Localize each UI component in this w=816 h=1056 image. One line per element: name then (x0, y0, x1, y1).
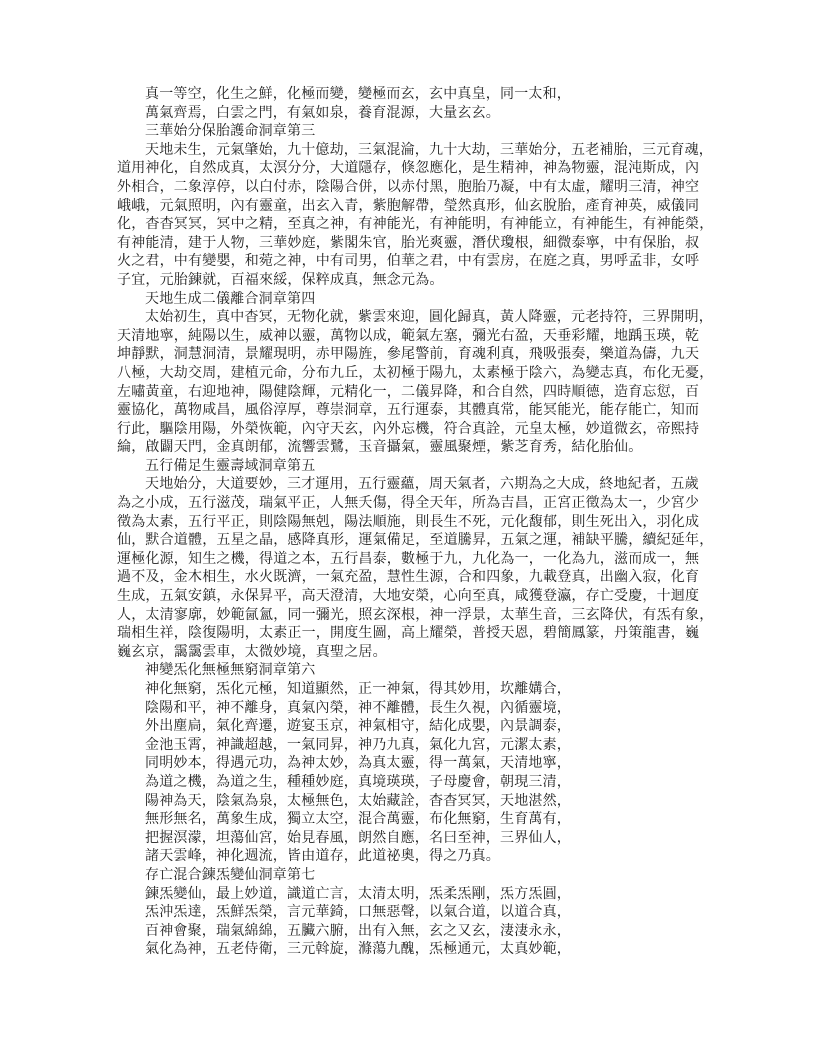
text-line: 神化無窮，炁化元極，知道顯然，正一神氣，得其妙用，坎離媾合， (145, 682, 571, 697)
chapter-heading: 神變炁化無極無窮洞章第六 (145, 663, 316, 679)
text-line: 為道之機，為道之生，種種妙庭，真境瑛瑛，子母慶會，朝現三清， (145, 774, 571, 790)
text-line: 百神會聚，瑞氣綿綿，五臟六腑，出有入無，玄之又玄，淒淒永永， (145, 923, 571, 939)
text-line: 炁沖炁達，炁鮮炁榮，言元華錡，口無惡聲，以氣合道，以道合真， (145, 905, 571, 921)
text-line: 天地未生，元氣肇始，九十億劫，三氣混淪，九十大劫，三華始分，五老補胎，三元育魂， (145, 142, 713, 158)
text-line: 化，杳杳冥冥，冥中之精，至真之神，有神能光，有神能明，有神能立，有神能生，有神能榮， (117, 217, 714, 233)
text-line: 八極，大劫交周，建植元命，分布九丘，太初極于陽九，太素極于陰六，為變志真，布化无憂， (117, 365, 714, 381)
text-line: 外出塵扃，氣化齊遷，遊宴玉京，神氣相守，結化成嬰，內景調泰， (145, 719, 571, 735)
text-line: 巍玄京，靄靄雲車，太微妙境，真聖之居。 (117, 644, 387, 660)
scripture-text-block (117, 86, 714, 960)
text-line: 無形無名，萬象生成，獨立太空，混合萬靈，布化無窮，生育萬有， (145, 812, 571, 828)
text-line: 行此，驅陰用陽，外榮恢範，內守天玄，內外忘機，符合真詮，元皇太極，妙道微玄，帝熙持 (117, 421, 700, 437)
chapter-heading: 五行備足生靈壽域洞章第五 (145, 458, 316, 474)
text-line: 真一等空，化生之鮮，化極而變，變極而玄，玄中真皇，同一太和， (145, 87, 571, 102)
text-line: 為之小成，五行滋茂，瑞氣平正，人無夭傷，得全天年，所為吉昌，正宮正徵為太一，少宮少 (117, 496, 700, 512)
text-line: 子宜，元胎鍊就，百福來綏，保粹成真，無念元為。 (117, 272, 444, 288)
text-line: 天地始分，大道要妙，三才運用，五行靈蘊，周天氣者，六期為之大成，終地紀者，五歲 (145, 477, 699, 493)
text-line: 氣化為神，五老侍衛，三元斡旋，滌蕩九醜，炁極通元，太真妙範， (145, 942, 571, 958)
text-line: 運極化源，知生之機，得道之本，五行昌泰，數極于九，九化為一，一化為九，滋而成一，無 (117, 551, 700, 567)
chapter-heading: 存亡混合鍊炁變仙洞章第七 (145, 867, 316, 883)
text-line: 天清地寧，純陽以生，威神以靈，萬物以成，範氣左塞，彌光右盈，天垂彩耀，地踽玉瑛，乾 (117, 328, 700, 344)
text-line: 過不及，金木相生，水火既濟，一氣充盈，慧性生源，合和四象，九載登真，出幽入寂，化育 (117, 570, 700, 586)
text-line: 把握溟濛，坦蕩仙宮，始見春風，朗然自應，名曰至神，三界仙人， (145, 830, 571, 846)
text-line: 有神能清，建于人物，三華妙庭，紫閣朱官，胎光爽靈，潛伏瓊根，細微泰寧，中有保胎，叔 (117, 235, 700, 251)
text-line: 外相合，二象淳停，以白付赤，陰陽合併，以赤付黑，胞胎乃凝，中有太虛，耀明三清，神空 (117, 179, 700, 195)
text-line: 陽神為天，陰氣為泉，太極無色，太始藏詮，杳杳冥冥，天地湛然， (145, 793, 571, 809)
chapter-heading: 天地生成二儀離合洞章第四 (145, 291, 316, 307)
text-line: 金池玉霄，神識超越，一氣同昇，神乃九真，氣化九宮，元潔太素， (145, 737, 571, 753)
text-line: 徵為太素，五行平正，則陰陽無剋，陽法順施，則長生不死，元化馥郁，則生死出入，羽化成 (117, 514, 700, 530)
text-line: 萬氣齊焉，白雲之門，有氣如泉，養育混源，大量玄玄。 (145, 105, 500, 121)
chapter-heading: 三華始分保胎護命洞章第三 (145, 124, 316, 140)
text-line: 靈協化，萬物咸昌，風俗淳厚，尊崇洞章，五行運泰，其體真常，能冥能光，能存能亡，知而 (117, 403, 700, 419)
text-line: 諸天雲峰，神化週流，皆由道存，此道祕奧，得之乃真。 (145, 849, 500, 865)
text-line: 瑞相生祥，陰復陽明，太素正一，開度生圖，高上耀榮，普授天恩，碧簡鳳篆，丹策龍書，巍 (117, 626, 700, 642)
text-line: 鍊炁變仙，最上妙道，識道亡言，太清太明，炁柔炁剛，炁方炁圓， (145, 886, 571, 902)
text-line: 太始初生，真中杳冥，无物化就，紫雲來迎，圓化歸真，黃人降靈，元老持符，三界開明， (145, 310, 713, 326)
text-line: 道用神化，自然成真，太溟分分，大道隱存，倏忽應化，是生精神，神為物靈，混沌斯成，內 (117, 161, 700, 177)
text-line: 左嘯黃童，右迎地神，陽健陰輝，元精化一，二儀昇降，和合自然，四時順德，造育忘愆，百 (117, 384, 700, 400)
text-line: 峨峨，元氣照明，內有靈童，出玄入青，紫胞解帶，瑩然真形，仙玄脫胎，產育神英，威儀同 (117, 198, 700, 214)
text-line: 綸，啟闢天門，金真朗郁，流響雲鷺，玉音攝氣，靈風聚煙，紫芝育秀，結化胎仙。 (117, 440, 643, 456)
text-line: 同明妙本，得遇元功，為神太妙，為真太靈，得一萬氣，天清地寧， (145, 756, 571, 772)
text-line: 火之君，中有變嬰，和菀之神，中有司男，伯華之君，中有雲房，在庭之真，男呼孟非，女呼 (117, 254, 700, 270)
text-line: 陰陽和平，神不離身，真氣內榮，神不離體，長生久視，內循靈境， (145, 700, 571, 716)
text-line: 坤靜默，洞慧洞清，景耀現明，赤甲陽旌，參尾警前，育魂利真，飛吸張奏，樂道為儔，九天 (117, 347, 700, 363)
text-line: 仙，默合道體，五星之晶，感降真形，運氣備足，至道騰昇，五氣之運，補缺平騰，續紀延年， (117, 533, 714, 549)
text-line: 生成，五氣安鎮，永保昇平，高天澄清，大地安榮，心向至真，咸獲登瀛，存亡受慶，十迴度 (117, 589, 700, 605)
text-line: 人，太清寥廓，妙範氤氳，同一彌光，照玄深根，神一浮景，太華生音，三玄降伏，有炁有象， (117, 607, 714, 623)
